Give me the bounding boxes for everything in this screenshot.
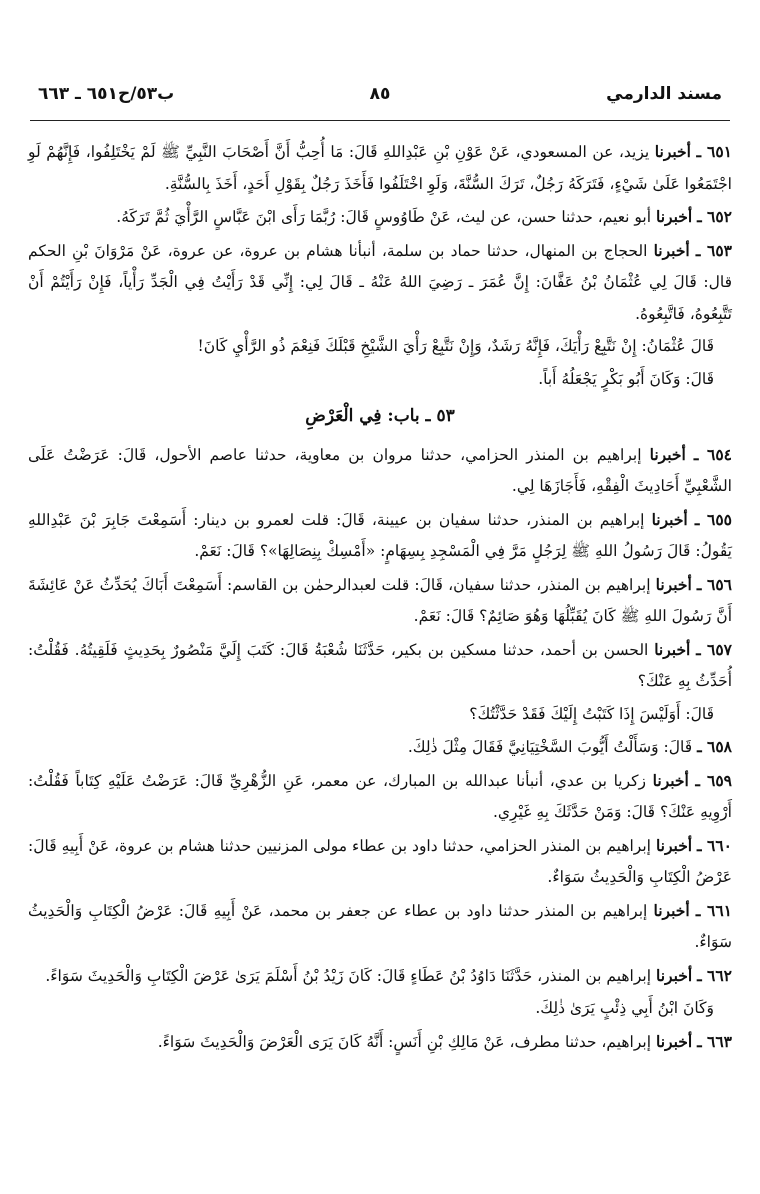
hadith-entry bbox=[28, 569, 732, 633]
hadith-text: إبراهيم بن المنذر الحزامي، حدثنا داود بن عطاء مولى المزنيين حدثنا هشام بن عروة، عَنْ أَبِيهِ قَالَ: عَرْضُ الْكِتَابِ وَالْحَدِيثُ سَوَاءٌ. bbox=[28, 836, 732, 886]
page-body bbox=[28, 136, 732, 1059]
hadith-number: ٦٥٤ ـ bbox=[693, 444, 732, 464]
hadith-number: ٦٦٢ ـ bbox=[697, 965, 732, 985]
hadith-text: أبو نعيم، حدثنا حسن، عن ليث، عَنْ طَاوُوسٍ قَالَ: رُبَّمَا رَأَى ابْنَ عَبَّاسٍ الرَّأْيَ ثُمَّ تَرَكَهُ. bbox=[116, 208, 652, 226]
hadith-text: زكريا بن عدي، أنبأنا عبدالله بن المبارك، عن معمر، عَنِ الزُّهْرِيِّ قَالَ: عَرَضْتُ عَلَيْهِ كِتَاباً فَقُلْتُ: أَرْوِيهِ عَنْكَ؟ قَالَ: وَمَنْ حَدَّثَكَ بِهِ غَيْرِي. bbox=[28, 771, 732, 821]
hadith-number: ٦٥٧ ـ bbox=[696, 639, 732, 659]
chain-lead: أخبرنا bbox=[654, 142, 691, 161]
hadith-entry bbox=[28, 731, 732, 764]
page-number: ٨٥ bbox=[369, 84, 391, 104]
hadith-text: يزيد، عن المسعودي، عَنْ عَوْنِ بْنِ عَبْدِاللهِ قَالَ: مَا أُحِبُّ أَنَّ أَصْحَابَ النَّبِيِّ ﷺ لَمْ يَخْتَلِفُوا، فَإِنَّهُمْ لَوِ اجْتَمَعُوا عَلَىٰ شَيْءٍ، فَتَرَكَهُ رَجُلٌ، تَرَكَ السُّنَّةَ، وَلَوِ اخْتَلَفُوا فَأَخَذَ رَجُلٌ بِقَوْلِ أَحَدٍ، أَخَذَ بِالسُّنَّةِ. bbox=[28, 143, 732, 193]
hadith-number: ٦٦١ ـ bbox=[695, 900, 732, 920]
hadith-text: قَالَ: وَكَانَ أَبُو بَكْرٍ يَجْعَلُهُ أَباً. bbox=[538, 369, 714, 388]
hadith-text: إبراهيم، حدثنا مطرف، عَنْ مَالِكِ بْنِ أَنَسٍ: أَنَّهُ كَانَ يَرَى الْعَرْضَ وَالْحَدِيثَ سَوَاءً. bbox=[157, 1032, 652, 1051]
hadith-entry bbox=[28, 439, 732, 503]
chain-lead: أخبرنا bbox=[655, 574, 692, 594]
chain-lead: أخبرنا bbox=[651, 509, 688, 529]
hadith-entry bbox=[28, 201, 732, 234]
chain-lead: أخبرنا bbox=[655, 1031, 693, 1051]
book-title: مسند الدارمي bbox=[606, 84, 722, 104]
entries-block-1 bbox=[28, 136, 732, 395]
hadith-entry bbox=[28, 331, 732, 363]
chain-lead: أخبرنا bbox=[652, 770, 689, 790]
hadith-number: ٦٥٩ ـ bbox=[695, 770, 733, 790]
hadith-text: الحسن بن أحمد، حدثنا مسكين بن بكير، حَدَّثَنَا شُعْبَةُ قَالَ: كَتَبَ إِلَيَّ مَنْصُورٌ بِحَدِيثٍ فَلَقِيتُهُ. فَقُلْتُ: أُحَدِّثُ بِهِ عَنْكَ؟ bbox=[28, 640, 732, 690]
chain-lead: أخبرنا bbox=[649, 444, 686, 464]
hadith-entry bbox=[28, 895, 732, 959]
hadith-number: ٦٥٦ ـ bbox=[696, 574, 732, 594]
hadith-number: ٦٥٨ ـ bbox=[697, 737, 732, 756]
hadith-text: إبراهيم بن المنذر الحزامي، حدثنا مروان بن معاوية، حدثنا عاصم الأحول، قَالَ: عَرَضْتُ عَلَى الشَّعْبِيِّ أَحَادِيثَ الْفِقْهِ، فَأَجَازَهَا لِي. bbox=[28, 445, 732, 495]
hadith-text: إبراهيم بن المنذر حدثنا داود بن عطاء عن جعفر بن محمد، عَنْ أَبِيهِ قَالَ: عَرْضُ الْكِتَابِ وَالْحَدِيثُ سَوَاءٌ. bbox=[28, 901, 732, 951]
chain-lead: أخبرنا bbox=[655, 207, 693, 226]
section-range: ب٥٣/ح٦٥١ ـ ٦٦٣ bbox=[38, 84, 175, 104]
running-header bbox=[22, 84, 738, 118]
chain-lead: أخبرنا bbox=[654, 639, 691, 659]
hadith-entry bbox=[28, 993, 732, 1025]
chain-lead: أخبرنا bbox=[655, 965, 693, 985]
hadith-entry bbox=[28, 960, 732, 993]
entries-block-2 bbox=[28, 439, 732, 1059]
hadith-entry bbox=[28, 765, 732, 829]
chain-lead: أخبرنا bbox=[653, 900, 690, 920]
hadith-number: ٦٥٣ ـ bbox=[695, 240, 732, 260]
hadith-entry bbox=[28, 504, 732, 568]
hadith-entry bbox=[28, 634, 732, 698]
hadith-number: ٦٦٣ ـ bbox=[697, 1031, 732, 1051]
hadith-text: الحجاج بن المنهال، حدثنا حماد بن سلمة، أنبأنا هشام بن عروة، عن عروة، عَنْ مَرْوَانَ بْنِ الحكم قال: قَالَ لِي عُثْمَانُ بْنُ عَفَّانَ: إِنَّ عُمَرَ ـ رَضِيَ اللهُ عَنْهُ ـ قَالَ لِي: إِنِّي قَدْ رَأَيْتُ فِي الْجَدِّ رَأْياً، فَإِنْ رَأَيْتُمْ أَنْ تَتَّبِعُوهُ، فَاتَّبِعُوهُ. bbox=[28, 241, 732, 323]
hadith-entry bbox=[28, 1026, 732, 1059]
hadith-entry bbox=[28, 235, 732, 331]
hadith-entry bbox=[28, 699, 732, 731]
hadith-number: ٦٥٢ ـ bbox=[697, 207, 732, 226]
hadith-text: قَالَ عُثْمَانُ: إِنْ نَتَّبِعْ رَأْيَكَ، فَإِنَّهُ رَشَدٌ، وَإِنْ نَتَّبِعْ رَأْيَ الشَّيْخِ قَبْلَكَ فَنِعْمَ ذُو الرَّأْيِ كَانَ! bbox=[197, 337, 714, 355]
hadith-number: ٦٥٥ ـ bbox=[694, 509, 732, 529]
chain-lead: أخبرنا bbox=[655, 835, 693, 855]
hadith-number: ٦٥١ ـ bbox=[696, 142, 732, 161]
hadith-text: قَالَ: وَسَأَلْتُ أَيُّوبَ السَّخْتِيَانِيَّ فَقَالَ مِثْلَ ذٰلِكَ. bbox=[407, 738, 693, 756]
chain-lead: أخبرنا bbox=[653, 240, 690, 260]
hadith-number: ٦٦٠ ـ bbox=[697, 835, 732, 855]
hadith-text: إبراهيم بن المنذر، حدثنا سفيان بن عيينة، قَالَ: قلت لعمرو بن دينار: أَسَمِعْتَ جَابِرَ بْنَ عَبْدِاللهِ يَقُولُ: قَالَ رَسُولُ اللهِ ﷺ لِرَجُلٍ مَرَّ فِي الْمَسْجِدِ بِسِهَامٍ: «أَمْسِكْ بِنِصَالِهَا»؟ قَالَ: نَعَمْ. bbox=[28, 510, 732, 560]
chapter-heading: ٥٣ ـ باب: فِي الْعَرْضِ bbox=[305, 406, 455, 426]
hadith-text: وَكَانَ ابْنُ أَبِي ذِئْبٍ يَرَىٰ ذٰلِكَ. bbox=[535, 999, 714, 1017]
hadith-text: إبراهيم بن المنذر، حدثنا سفيان، قَالَ: قلت لعبدالرحمٰن بن القاسم: أَسَمِعْتَ أَبَاكَ يُحَدِّثُ عَنْ عَائِشَةَ أَنَّ رَسُولَ اللهِ ﷺ كَانَ يُقَبِّلُهَا وَهُوَ صَائِمٌ؟ قَالَ: نَعَمْ. bbox=[28, 575, 732, 625]
hadith-entry bbox=[28, 136, 732, 200]
hadith-entry bbox=[28, 830, 732, 894]
hadith-text: إبراهيم بن المنذر، حَدَّثَنَا دَاوُدُ بْنُ عَطَاءٍ قَالَ: كَانَ زَيْدُ بْنُ أَسْلَمَ يَرَىٰ عَرْضَ الْكِتَابِ وَالْحَدِيثَ سَوَاءً. bbox=[45, 966, 652, 985]
hadith-entry bbox=[28, 364, 732, 396]
header-rule bbox=[30, 120, 730, 121]
hadith-text: قَالَ: أَوَلَيْسَ إِذَا كَتَبْتُ إِلَيْكَ فَقَدْ حَدَّثْتُكَ؟ bbox=[469, 704, 714, 723]
